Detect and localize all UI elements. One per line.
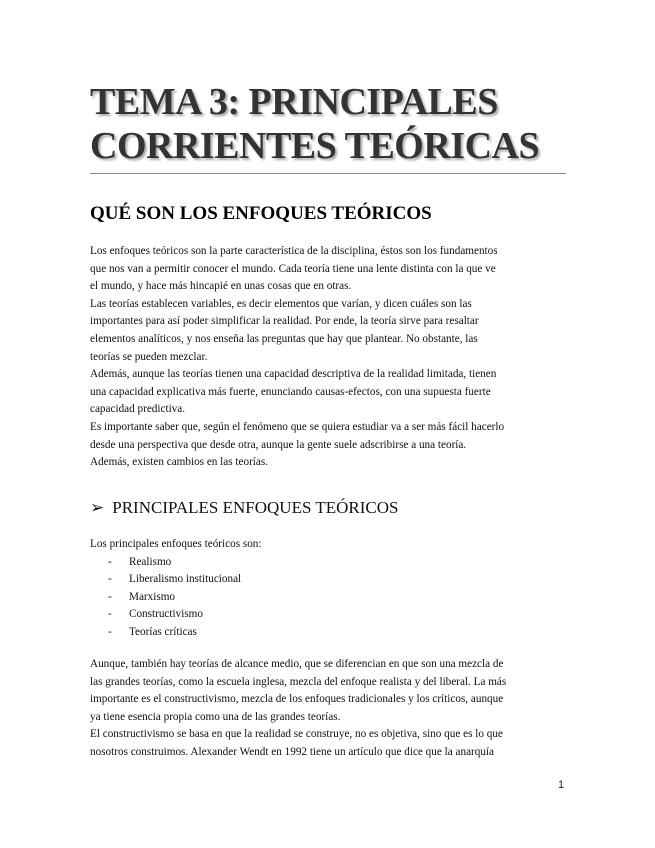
text-line: desde una perspectiva que desde otra, aunque la gente suele adscribirse a una teoría. xyxy=(90,438,467,451)
title-line-2: CORRIENTES TEÓRICAS xyxy=(90,125,540,167)
text-line: las grandes teorías, como la escuela inglesa, mezcla del enfoque realista y del liberal. La más xyxy=(90,675,507,688)
list-item: - Realismo xyxy=(90,554,262,572)
subsection-heading-principales xyxy=(90,498,398,518)
section-heading-enfoques: QUÉ SON LOS ENFOQUES TEÓRICOS xyxy=(90,203,432,224)
list-intro: Los principales enfoques teóricos son: xyxy=(90,538,262,550)
text-line: Es importante saber que, según el fenómeno que se quiera estudiar va a ser más fácil hacerlo xyxy=(90,420,505,433)
page-number: 1 xyxy=(558,779,565,791)
text-line: capacidad predictiva. xyxy=(90,403,186,416)
list-item: - Constructivismo xyxy=(90,606,262,624)
text-line: importantes para así poder simplificar la realidad. Por ende, la teoría sirve para resaltar xyxy=(90,315,479,328)
text-line: Los enfoques teóricos son la parte característica de la disciplina, éstos son los fundamentos xyxy=(90,245,498,257)
text-line: Además, existen cambios en las teorías. xyxy=(90,456,269,469)
dash-bullet: - xyxy=(108,625,112,638)
approaches-list xyxy=(90,536,262,642)
text-line: importante es el constructivismo, mezcla de los enfoques tradicionales y los críticos, aunque xyxy=(90,693,504,706)
text-line: que nos van a permitir conocer el mundo. Cada teoría tiene una lente distinta con la que ve xyxy=(90,262,496,275)
text-line: Las teorías establecen variables, es decir elementos que varían, y dicen cuáles son las xyxy=(90,297,472,310)
list-item: - Marxismo xyxy=(90,589,262,607)
text-line: Aunque, también hay teorías de alcance medio, que se diferencian en que son una mezcla de xyxy=(90,658,504,670)
title-divider xyxy=(90,173,566,174)
text-line: El constructivismo se basa en que la realidad se construye, no es objetiva, sino que es lo que xyxy=(90,728,503,741)
list-item: - Teorías críticas xyxy=(90,624,262,642)
page-title xyxy=(90,80,570,168)
text-line: elementos analíticos, y nos enseña las preguntas que hay que plantear. No obstante, las xyxy=(90,332,478,345)
text-line: ya tiene esencia propia como una de las grandes teorías. xyxy=(90,710,341,723)
dash-bullet: - xyxy=(108,608,112,621)
section1-paragraphs xyxy=(90,243,540,472)
subsection-heading-text: PRINCIPALES ENFOQUES TEÓRICOS xyxy=(112,498,399,517)
dash-bullet: - xyxy=(108,590,112,603)
dash-bullet: - xyxy=(108,555,112,568)
arrow-bullet-icon: ➢ xyxy=(90,498,105,517)
text-line: Además, aunque las teorías tienen una capacidad descriptiva de la realidad limitada, tienen xyxy=(90,368,497,381)
section2-paragraphs xyxy=(90,656,540,762)
dash-bullet: - xyxy=(108,573,112,586)
text-line: nosotros construimos. Alexander Wendt en 1992 tiene un artículo que dice que la anarquía xyxy=(90,745,495,758)
text-line: el mundo, y hace más hincapié en unas cosas que en otras. xyxy=(90,280,352,293)
text-line: una capacidad explicativa más fuerte, enunciando causas-efectos, con una supuesta fuerte xyxy=(90,385,491,398)
title-line-1: TEMA 3: PRINCIPALES xyxy=(90,81,498,123)
text-line: teorías se pueden mezclar. xyxy=(90,350,208,363)
list-item: - Liberalismo institucional xyxy=(90,571,262,589)
